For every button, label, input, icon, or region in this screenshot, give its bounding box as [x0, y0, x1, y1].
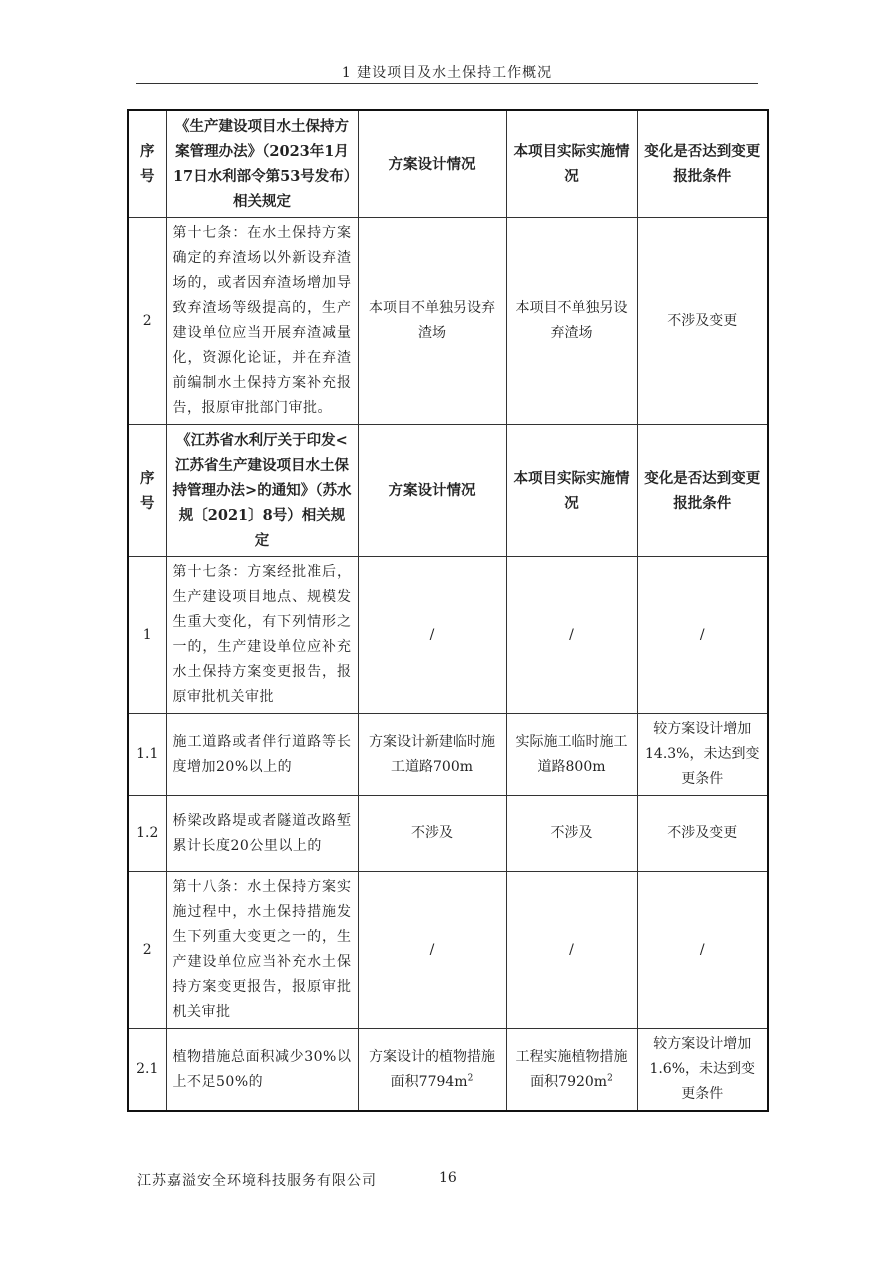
cell-actual — [506, 1029, 637, 1112]
cell-change: 较方案设计增加14.3%，未达到变更条件 — [637, 714, 768, 796]
cell-regulation: 第十八条：水土保持方案实施过程中，水土保持措施发生下列重大变更之一的，生产建设单位应当补充水土保持方案变更报告，报原审批机关审批 — [166, 872, 358, 1029]
header-design: 方案设计情况 — [358, 110, 506, 218]
cell-design: 方案设计新建临时施工道路700m — [358, 714, 506, 796]
cell-change: 不涉及变更 — [637, 218, 768, 425]
cell-actual-text: 工程实施植物措施面积7920m — [515, 1048, 628, 1090]
cell-change: / — [637, 557, 768, 714]
cell-design: / — [358, 872, 506, 1029]
cell-actual: 不涉及 — [506, 796, 637, 872]
cell-regulation: 桥梁改路堤或者隧道改路堑累计长度20公里以上的 — [166, 796, 358, 872]
cell-no: 1.2 — [128, 796, 166, 872]
page-header-title: 1 建设项目及水土保持工作概况 — [341, 65, 553, 81]
cell-regulation: 施工道路或者伴行道路等长度增加20%以上的 — [166, 714, 358, 796]
superscript-2: 2 — [607, 1072, 613, 1083]
cell-design — [358, 1029, 506, 1112]
cell-design: / — [358, 557, 506, 714]
cell-regulation: 植物措施总面积减少30%以上不足50%的 — [166, 1029, 358, 1112]
cell-regulation: 第十七条：在水土保持方案确定的弃渣场以外新设弃渣场的，或者因弃渣场增加导致弃渣场等级提高的，生产建设单位应当开展弃渣减量化，资源化论证，并在弃渣前编制水土保持方案补充报告，报原审批部门审批。 — [166, 218, 358, 425]
table-row — [128, 796, 768, 872]
table-row — [128, 557, 768, 714]
cell-design: 不涉及 — [358, 796, 506, 872]
footer-company: 江苏嘉溢安全环境科技服务有限公司 — [137, 1173, 377, 1189]
cell-actual: / — [506, 557, 637, 714]
cell-change: / — [637, 872, 768, 1029]
header-change: 变化是否达到变更报批条件 — [637, 425, 768, 557]
header-actual: 本项目实际实施情况 — [506, 425, 637, 557]
header-no: 序号 — [128, 425, 166, 557]
header-no: 序号 — [128, 110, 166, 218]
table-row — [128, 872, 768, 1029]
cell-regulation: 第十七条：方案经批准后，生产建设项目地点、规模发生重大变化，有下列情形之一的，生产建设单位应补充水土保持方案变更报告，报原审批机关审批 — [166, 557, 358, 714]
table-row — [128, 1029, 768, 1112]
table-header-row — [128, 425, 768, 557]
header-change: 变化是否达到变更报批条件 — [637, 110, 768, 218]
cell-change: 不涉及变更 — [637, 796, 768, 872]
cell-design: 本项目不单独另设弃渣场 — [358, 218, 506, 425]
header-design: 方案设计情况 — [358, 425, 506, 557]
header-regulation: 《江苏省水利厅关于印发<江苏省生产建设项目水土保持管理办法>的通知》（苏水规〔2021〕8号）相关规定 — [166, 425, 358, 557]
cell-no: 1 — [128, 557, 166, 714]
header-rule — [136, 83, 758, 84]
regulation-comparison-table — [127, 109, 769, 1112]
page-number: 16 — [439, 1170, 457, 1186]
cell-design-text: 方案设计的植物措施面积7794m — [369, 1048, 495, 1090]
table-row — [128, 218, 768, 425]
cell-no: 2 — [128, 872, 166, 1029]
header-regulation: 《生产建设项目水土保持方案管理办法》（2023年1月17日水利部令第53号发布）相关规定 — [166, 110, 358, 218]
cell-no: 1.1 — [128, 714, 166, 796]
cell-no: 2 — [128, 218, 166, 425]
cell-actual: 本项目不单独另设弃渣场 — [506, 218, 637, 425]
cell-actual: 实际施工临时施工道路800m — [506, 714, 637, 796]
table-row — [128, 714, 768, 796]
table-header-row — [128, 110, 768, 218]
cell-actual: / — [506, 872, 637, 1029]
superscript-2: 2 — [467, 1072, 474, 1083]
header-actual: 本项目实际实施情况 — [506, 110, 637, 218]
cell-no: 2.1 — [128, 1029, 166, 1112]
cell-change: 较方案设计增加1.6%，未达到变更条件 — [637, 1029, 768, 1112]
